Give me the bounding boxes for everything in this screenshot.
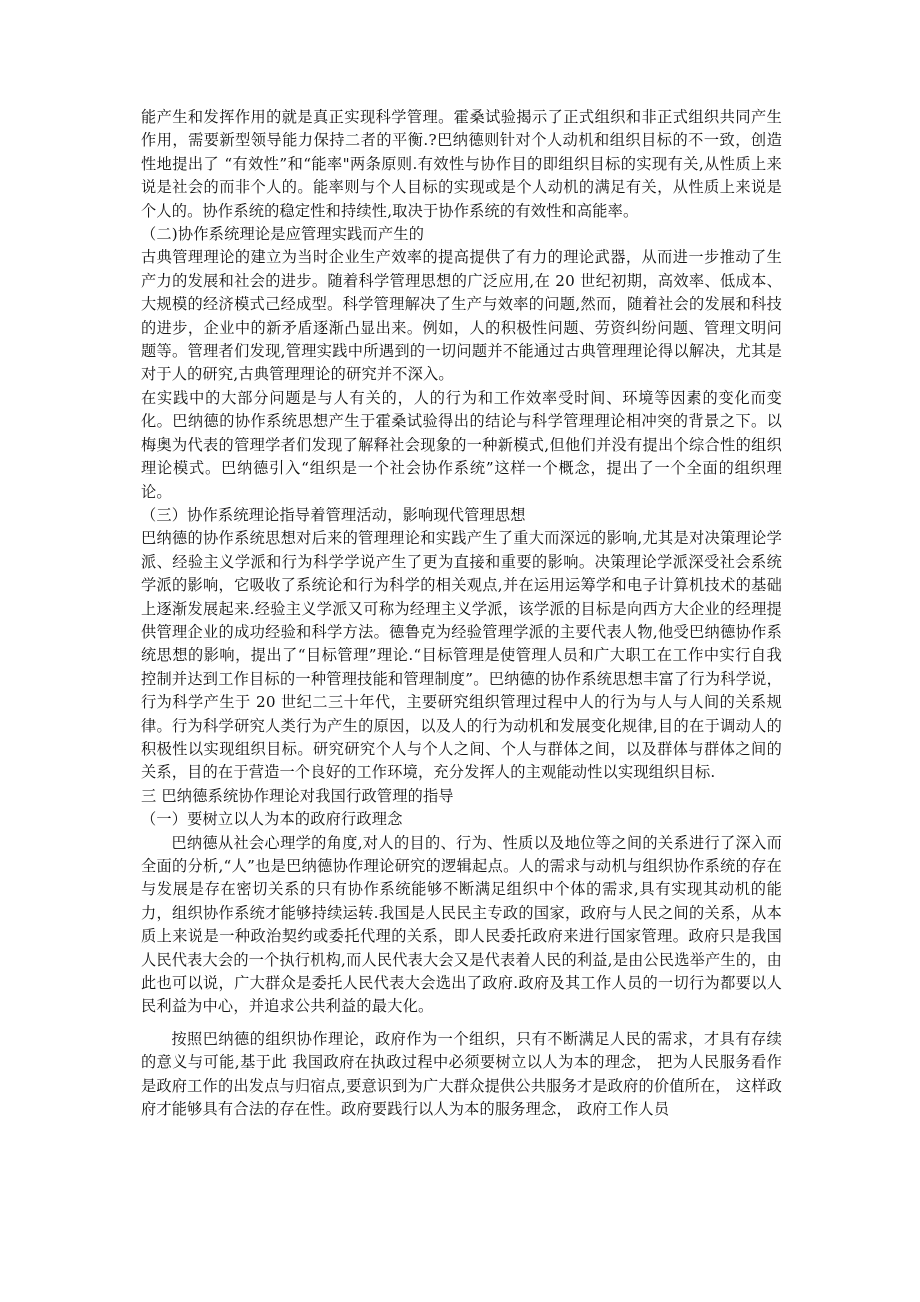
chapter-heading-3: 三 巴纳德系统协作理论对我国行政管理的指导 — [141, 786, 454, 805]
paragraph-5: 巴纳德从社会心理学的角度,对人的目的、行为、性质以及地位等之间的关系进行了深入而全面的分析,“人”也是巴纳德协作理论研究的逻辑起点。人的需求与动机与组织协作系统的存在与发展是存在密切关系的只有协作系统能够不断满足组织中个体的需求,具有实现其动机的能力，组织协作系统才能够持续运转.我国是人民民主专政的国家，政府与人民之间的关系，从本质上来说是一种政治契约或委托代理的关系，即人民委托政府来进行国家管理。政府只是我国人民代表大会的一个执行机构,而人民代表大会又是代表着人民的利益,是由公民选举产生的，由此也可以说，广大群众是委托人民代表大会选出了政府.政府及其工作人员的一切行为都要以人民利益为中心，并追求公共利益的最大化。 — [141, 833, 782, 1016]
paragraph-2: 古典管理理论的建立为当时企业生产效率的提高提供了有力的理论武器，从而进一步推动了生产力的发展和社会的进步。随着科学管理思想的广泛应用,在 20 世纪初期，高效率、低成本、大规模的经济模式己经成型。科学管理解决了生产与效率的问题,然而，随着社会的发展和科技的进步，企业中的新矛盾逐渐凸显出来。例如，人的积极性问题、劳资纠纷问题、管理文明问题等。管理者们发现,管理实践中所遇到的一切问题并不能通过古典管理理论得以解决，尤其是对于人的研究,古典管理理论的研究并不深入。 — [141, 248, 782, 384]
section-heading-3: （三）协作系统理论指导着管理活动，影响现代管理思想 — [141, 505, 526, 524]
paragraph-1: 能产生和发挥作用的就是真正实现科学管理。霍桑试验揭示了正式组织和非正式组织共同产生作用，需要新型领导能力保持二者的平衡.?巴纳德则针对个人动机和组织目标的不一致，创造性地提出了 “有效性”和“能率"两条原则.有效性与协作目的即组织目标的实现有关,从性质上来说是社会的而非个人的。能率则与个人目标的实现或是个人动机的满足有关，从性质上来说是个人的。协作系统的稳定性和持续性,取决于协作系统的有效性和高能率。 — [141, 108, 782, 220]
paragraph-3: 在实践中的大部分问题是与人有关的，人的行为和工作效率受时间、环境等因素的变化而变化。巴纳德的协作系统思想产生于霍桑试验得出的结论与科学管理理论相冲突的背景之下。以梅奥为代表的管理学者们发现了解释社会现象的一种新模式,但他们并没有提出个综合性的组织理论模式。巴纳德引入“组织是一个社会协作系统”这样一个概念，提出了一个全面的组织理论。 — [141, 388, 782, 501]
paragraph-4: 巴纳德的协作系统思想对后来的管理理论和实践产生了重大而深远的影响,尤其是对决策理论学派、经验主义学派和行为科学学说产生了更为直接和重要的影响。决策理论学派深受社会系统学派的影响，它吸收了系统论和行为科学的相关观点,并在运用运筹学和电子计算机技术的基础上逐渐发展起来.经验主义学派又可称为经理主义学派，该学派的目标是向西方大企业的经理提供管理企业的成功经验和科学方法。德鲁克为经验管理学派的主要代表人物,他受巴纳德协作系统思想的影响，提出了“目标管理”理论.“目标管理是使管理人员和广大职工在工作中实行自我控制并达到工作目标的一种管理技能和管理制度”。巴纳德的协作系统思想丰富了行为科学说，行为科学产生于 20 世纪二三十年代，主要研究组织管理过程中人的行为与人与人间的关系规律。行为科学研究人类行为产生的原因，以及人的行为动机和发展变化规律,目的在于调动人的积极性以实现组织目标。研究研究个人与个人之间、个人与群体之间，以及群体与群体之间的关系，目的在于营造一个良好的工作环境，充分发挥人的主观能动性以实现组织目标. — [141, 529, 782, 782]
document-body — [141, 106, 782, 1121]
section-heading-2: （二)协作系统理论是应管理实践而产生的 — [141, 225, 425, 244]
subsection-heading-1: （一）要树立以人为本的政府行政理念 — [141, 810, 403, 829]
paragraph-6: 按照巴纳德的组织协作理论，政府作为一个组织，只有不断满足人民的需求，才具有存续的意义与可能,基于此 我国政府在执政过程中必须要树立以人为本的理念， 把为人民服务看作是政府工作的出发点与归宿点,要意识到为广大群众提供公共服务才是政府的价值所在， 这样政府才能够具有合法的存在性。政府要践行以人为本的服务理念， 政府工作人员 — [141, 1029, 782, 1119]
